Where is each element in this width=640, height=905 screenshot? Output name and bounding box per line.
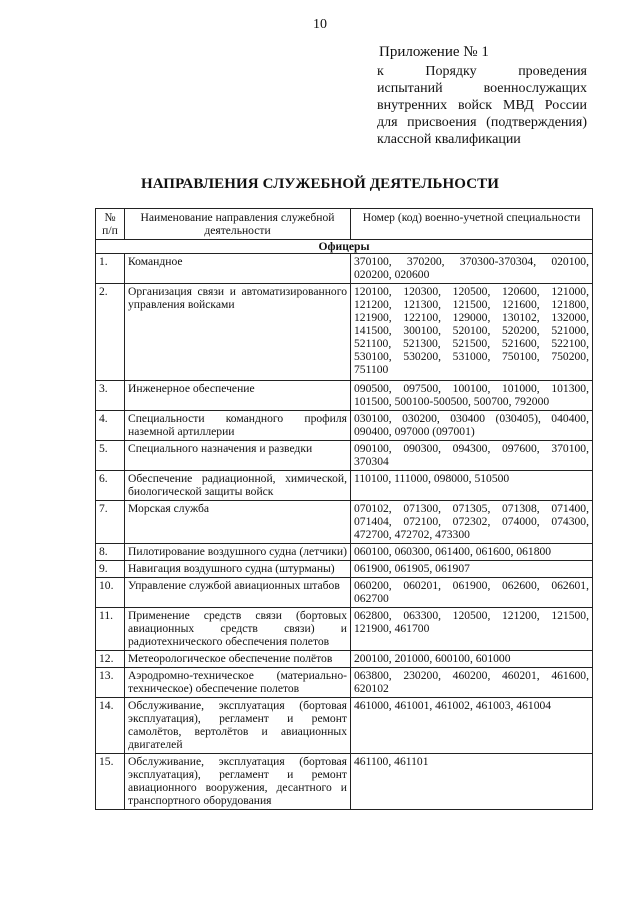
specialty-codes: 060200, 060201, 061900, 062600, 062601, 062700 xyxy=(351,578,593,608)
specialty-codes: 370100, 370200, 370300-370304, 020100, 020200, 020600 xyxy=(351,254,593,284)
row-number: 7. xyxy=(96,501,125,544)
document-heading: НАПРАВЛЕНИЯ СЛУЖЕБНОЙ ДЕЯТЕЛЬНОСТИ xyxy=(140,176,500,192)
specialty-codes: 200100, 201000, 600100, 601000 xyxy=(351,651,593,668)
table-row xyxy=(96,381,593,411)
appendix-line: для присвоения (подтверждения) xyxy=(377,115,587,130)
appendix-line: классной квалификации xyxy=(377,132,521,147)
direction-name: Обеспечение радиационной, химической, биологической защиты войск xyxy=(125,471,351,501)
table-row xyxy=(96,668,593,698)
direction-name: Командное xyxy=(125,254,351,284)
direction-name: Специального назначения и разведки xyxy=(125,441,351,471)
directions-table xyxy=(95,208,593,810)
table-row xyxy=(96,441,593,471)
direction-name: Специальности командного профиля наземной артиллерии xyxy=(125,411,351,441)
header-name: Наименование направления служебной деятельности xyxy=(125,209,351,240)
table-row xyxy=(96,254,593,284)
direction-name: Организация связи и автоматизированного управления войсками xyxy=(125,284,351,381)
section-title: Офицеры xyxy=(96,240,593,254)
table-row xyxy=(96,284,593,381)
table-row xyxy=(96,651,593,668)
header-code: Номер (код) военно-учетной специальности xyxy=(351,209,593,240)
specialty-codes: 110100, 111000, 098000, 510500 xyxy=(351,471,593,501)
row-number: 13. xyxy=(96,668,125,698)
row-number: 15. xyxy=(96,754,125,810)
specialty-codes: 063800, 230200, 460200, 460201, 461600, 620102 xyxy=(351,668,593,698)
row-number: 5. xyxy=(96,441,125,471)
specialty-codes: 062800, 063300, 120500, 121200, 121500, 121900, 461700 xyxy=(351,608,593,651)
specialty-codes: 030100, 030200, 030400 (030405), 040400, 090400, 097000 (097001) xyxy=(351,411,593,441)
specialty-codes: 060100, 060300, 061400, 061600, 061800 xyxy=(351,544,593,561)
appendix-title: Приложение № 1 xyxy=(379,44,489,60)
specialty-codes: 120100, 120300, 120500, 120600, 121000, 121200, 121300, 121500, 121600, 121800, 121900, 122100, 129000, 130102, 132000, 141500, 300100, 520100, 520200, 521000, 521100, 521300, 521500, 521600, 522100, 530100, 530200, 531000, 750100, 750200, 751100 xyxy=(351,284,593,381)
row-number: 8. xyxy=(96,544,125,561)
row-number: 12. xyxy=(96,651,125,668)
direction-name: Инженерное обеспечение xyxy=(125,381,351,411)
row-number: 6. xyxy=(96,471,125,501)
appendix-block xyxy=(377,44,587,148)
table-row xyxy=(96,578,593,608)
table-row xyxy=(96,471,593,501)
direction-name: Морская служба xyxy=(125,501,351,544)
row-number: 4. xyxy=(96,411,125,441)
table-row xyxy=(96,698,593,754)
section-row xyxy=(96,240,593,254)
row-number: 11. xyxy=(96,608,125,651)
table-row xyxy=(96,561,593,578)
appendix-line: испытаний военнослужащих xyxy=(377,81,587,96)
direction-name: Применение средств связи (бортовых авиационных средств связи) и радиотехнического обеспечения полетов xyxy=(125,608,351,651)
table-header-row xyxy=(96,209,593,240)
table-row xyxy=(96,544,593,561)
row-number: 2. xyxy=(96,284,125,381)
specialty-codes: 090100, 090300, 094300, 097600, 370100, 370304 xyxy=(351,441,593,471)
specialty-codes: 090500, 097500, 100100, 101000, 101300, 101500, 500100-500500, 500700, 792000 xyxy=(351,381,593,411)
specialty-codes: 461100, 461101 xyxy=(351,754,593,810)
appendix-line: внутренних войск МВД России xyxy=(377,98,587,113)
specialty-codes: 061900, 061905, 061907 xyxy=(351,561,593,578)
appendix-line: к Порядку проведения xyxy=(377,64,587,79)
direction-name: Навигация воздушного судна (штурманы) xyxy=(125,561,351,578)
header-num: № п/п xyxy=(96,209,125,240)
row-number: 14. xyxy=(96,698,125,754)
specialty-codes: 461000, 461001, 461002, 461003, 461004 xyxy=(351,698,593,754)
row-number: 9. xyxy=(96,561,125,578)
table-row xyxy=(96,411,593,441)
specialty-codes: 070102, 071300, 071305, 071308, 071400, 071404, 072100, 072302, 074000, 074300, 472700, 472702, 473300 xyxy=(351,501,593,544)
direction-name: Обслуживание, эксплуатация (бортовая эксплуатация), регламент и ремонт самолётов, вертолётов и авиационных двигателей xyxy=(125,698,351,754)
direction-name: Метеорологическое обеспечение полётов xyxy=(125,651,351,668)
direction-name: Аэродромно-техническое (материально-техническое) обеспечение полетов xyxy=(125,668,351,698)
page-number: 10 xyxy=(313,17,327,32)
direction-name: Пилотирование воздушного судна (летчики) xyxy=(125,544,351,561)
table-row xyxy=(96,754,593,810)
row-number: 10. xyxy=(96,578,125,608)
direction-name: Управление службой авиационных штабов xyxy=(125,578,351,608)
table-row xyxy=(96,501,593,544)
row-number: 3. xyxy=(96,381,125,411)
direction-name: Обслуживание, эксплуатация (бортовая эксплуатация), регламент и ремонт авиационного вооружения, десантного и транспортного оборудования xyxy=(125,754,351,810)
row-number: 1. xyxy=(96,254,125,284)
table-row xyxy=(96,608,593,651)
